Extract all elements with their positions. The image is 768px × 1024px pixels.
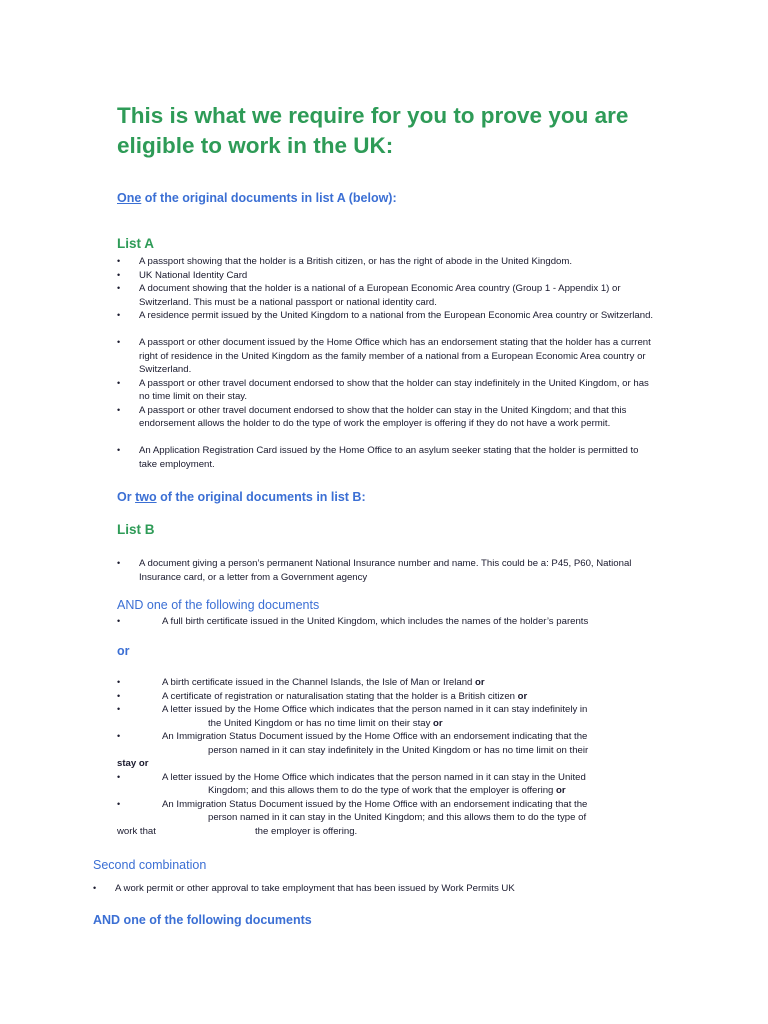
list-item-text: A passport or other travel document endorsed to show that the holder can stay indefinitely in the United Kingdom, or has no time limit on their stay. bbox=[139, 377, 649, 402]
list-item-text: A certificate of registration or naturalisation stating that the holder is a British citizen bbox=[162, 690, 516, 702]
list-item-text: A letter issued by the Home Office which indicates that the person named in it can stay indefinitely in bbox=[162, 704, 588, 715]
intro-rest: of the original documents in list A (below): bbox=[141, 191, 397, 205]
bullet-icon: • bbox=[117, 404, 121, 415]
second-combination-heading: Second combination bbox=[93, 858, 207, 872]
or-label: or bbox=[117, 644, 130, 658]
list-item-text: A birth certificate issued in the Channel Islands, the Isle of Man or Ireland bbox=[162, 677, 473, 688]
list-item-text: the employer is offering. bbox=[255, 825, 358, 837]
bullet-icon: • bbox=[117, 445, 121, 455]
or-two-line bbox=[117, 490, 366, 504]
bullet-icon: • bbox=[117, 558, 121, 568]
list-item-text: person named in it can stay in the United Kingdom; and this allows them to do the type of bbox=[208, 812, 587, 823]
or-suffix: or bbox=[515, 690, 528, 702]
bullet-icon: • bbox=[117, 798, 121, 809]
list-item-text: An Application Registration Card issued by the Home Office to an asylum seeker stating that the holder is permitted to take employment. bbox=[139, 445, 639, 470]
bullet-icon: • bbox=[117, 690, 121, 701]
list-item-text: work that bbox=[117, 825, 156, 837]
bullet-icon: • bbox=[117, 310, 121, 320]
or-suffix: or bbox=[472, 677, 485, 688]
bullet-icon: • bbox=[117, 256, 121, 266]
bullet-icon: • bbox=[117, 283, 121, 293]
list-item-text: stay or bbox=[117, 758, 149, 769]
list-a-heading: List A bbox=[117, 236, 154, 251]
list-item-text: An Immigration Status Document issued by the Home Office with an endorsement indicating that the bbox=[162, 798, 588, 810]
or-suffix: or bbox=[553, 785, 566, 796]
bullet-icon: • bbox=[93, 883, 97, 893]
list-item-text: the United Kingdom or has no time limit on their stay bbox=[208, 717, 431, 729]
or-list bbox=[117, 676, 657, 846]
or-two-rest: of the original documents in list B: bbox=[156, 490, 366, 504]
page-title: This is what we require for you to prove you are eligible to work in the UK: bbox=[117, 103, 629, 158]
list-item-text: A residence permit issued by the United Kingdom to a national from the European Economic Area country or Switzerland. bbox=[139, 310, 654, 321]
list-item-text: A full birth certificate issued in the United Kingdom, which includes the names of the holder’s parents bbox=[162, 616, 589, 627]
list-item-text: A work permit or other approval to take employment that has been issued by Work Permits UK bbox=[115, 883, 515, 894]
list-item-text: A passport or other travel document endorsed to show that the holder can stay in the United Kingdom; and that this endorsement allows the holder to do the type of work the employer is offering if they do not have a work permit. bbox=[139, 404, 627, 429]
list-item-text: UK National Identity Card bbox=[139, 269, 248, 281]
list-item-text: A document showing that the holder is a national of a European Economic Area country (Group 1 - Appendix 1) or Switzerland. This must be a national passport or national identity card. bbox=[139, 283, 621, 308]
list-item-text: person named in it can stay indefinitely in the United Kingdom or has no time limit on their bbox=[208, 744, 589, 756]
or-suffix: or bbox=[430, 717, 443, 729]
list-item-text: A document giving a person’s permanent National Insurance number and name. This could be a: P45, P60, National Insurance card, or a letter from a Government agency bbox=[139, 558, 632, 583]
bullet-icon: • bbox=[117, 269, 121, 280]
list-item-text: A passport showing that the holder is a British citizen, or has the right of abode in the United Kingdom. bbox=[139, 256, 573, 267]
bullet-icon: • bbox=[117, 677, 121, 687]
list-item bbox=[117, 255, 657, 269]
and-one-heading: AND one of the following documents bbox=[117, 598, 320, 612]
bullet-icon: • bbox=[117, 704, 121, 714]
intro-line bbox=[117, 191, 397, 205]
bullet-icon: • bbox=[117, 771, 121, 782]
list-item-text: A passport or other document issued by the Home Office which has an endorsement stating that the holder has a current right of residence in the United Kingdom as the family member of a national from a European Economic Area country or Switzerland. bbox=[139, 337, 651, 375]
list-b-heading: List B bbox=[117, 522, 155, 537]
intro-emphasis: One bbox=[117, 191, 142, 205]
list-item-text: Kingdom; and this allows them to do the type of work that the employer is offering bbox=[208, 785, 554, 796]
bullet-icon: • bbox=[117, 616, 121, 626]
or-two-emphasis: two bbox=[135, 490, 157, 504]
bullet-icon: • bbox=[117, 377, 121, 388]
and-one-heading-2: AND one of the following documents bbox=[93, 913, 312, 927]
or-two-prefix: Or bbox=[117, 490, 136, 504]
bullet-icon: • bbox=[117, 731, 121, 741]
bullet-icon: • bbox=[117, 337, 121, 347]
list-item-text: A letter issued by the Home Office which indicates that the person named in it can stay in the United bbox=[162, 771, 586, 783]
list-item-text: An Immigration Status Document issued by the Home Office with an endorsement indicating that the bbox=[162, 731, 588, 742]
